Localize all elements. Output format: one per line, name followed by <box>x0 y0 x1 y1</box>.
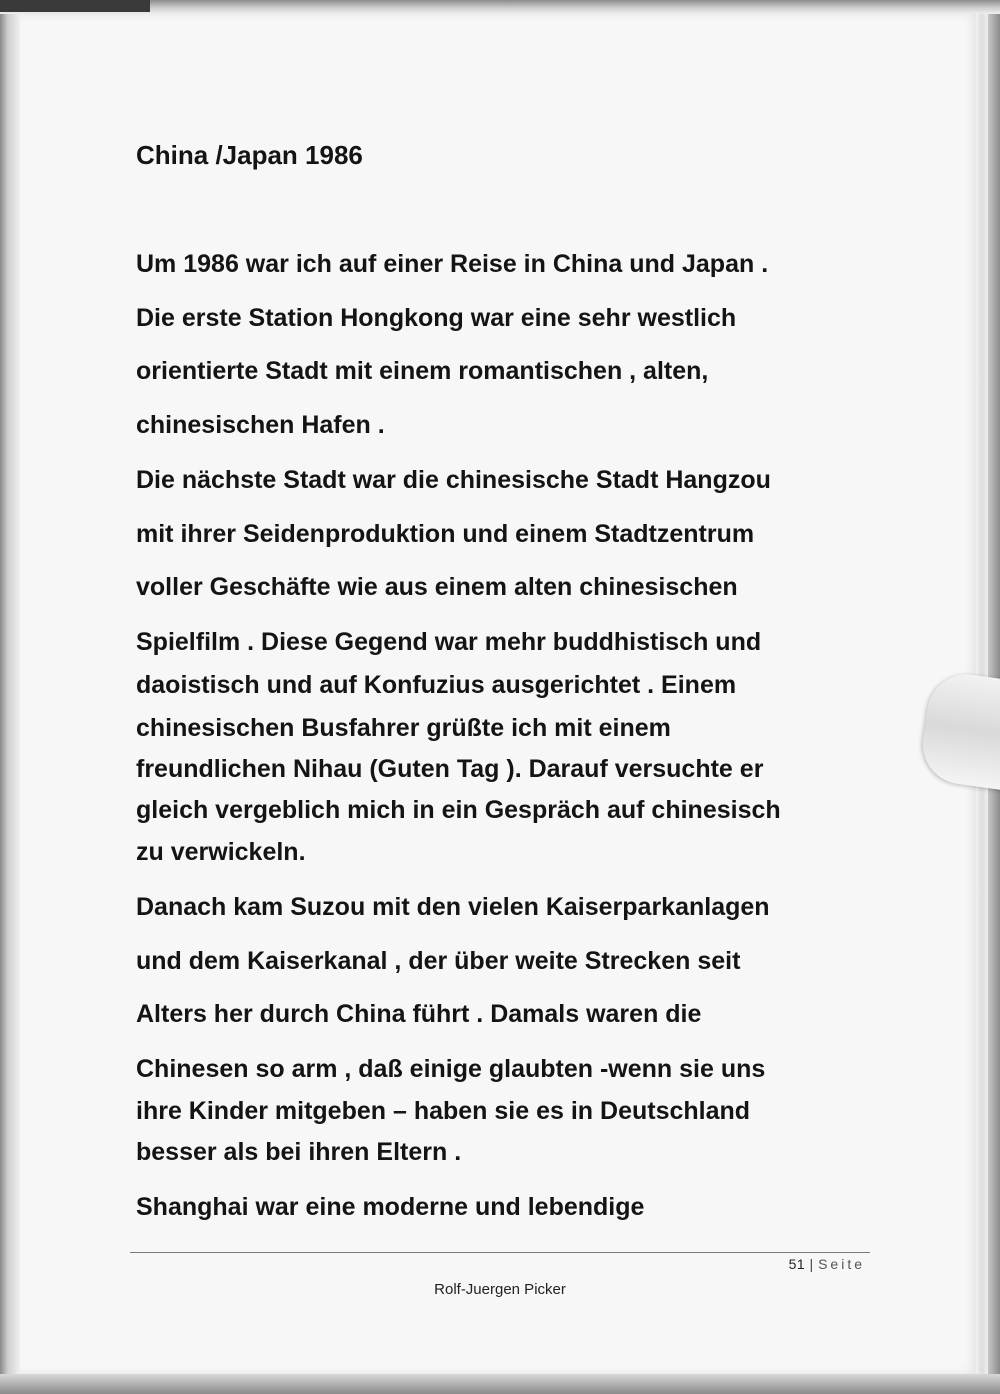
page-word: Seite <box>818 1256 865 1272</box>
text-line: Die nächste Stadt war die chinesische Stadt Hangzou <box>136 466 771 494</box>
text-line: voller Geschäfte wie aus einem alten chinesischen <box>136 573 738 601</box>
text-line: Chinesen so arm , daß einige glaubten -wenn sie uns <box>136 1055 766 1083</box>
text-line: Shanghai war eine moderne und lebendige <box>136 1193 645 1221</box>
scanner-bottom-edge <box>0 1374 1000 1394</box>
scanner-top-edge <box>0 0 1000 14</box>
text-line: ihre Kinder mitgeben – haben sie es in Deutschland <box>136 1097 751 1125</box>
text-line: Alters her durch China führt . Damals waren die <box>136 1000 702 1028</box>
text-line: besser als bei ihren Eltern . <box>136 1138 462 1166</box>
author-name: Rolf-Juergen Picker <box>434 1281 566 1298</box>
page-number-value: 51 <box>788 1256 806 1272</box>
text-line: und dem Kaiserkanal , der über weite Strecken seit <box>136 947 741 975</box>
text-line: Die erste Station Hongkong war eine sehr westlich <box>136 304 737 332</box>
text-line: Um 1986 war ich auf einer Reise in China und Japan . <box>136 250 769 278</box>
text-line: freundlichen Nihau (Guten Tag ). Darauf versuchte er <box>136 755 764 783</box>
text-line: mit ihrer Seidenproduktion und einem Stadtzentrum <box>136 520 755 548</box>
text-line: orientierte Stadt mit einem romantischen , alten, <box>136 357 709 385</box>
page-number-separator: | <box>809 1256 814 1272</box>
text-line: gleich vergeblich mich in ein Gespräch auf chinesisch <box>136 796 781 824</box>
text-line: Danach kam Suzou mit den vielen Kaiserparkanlagen <box>136 893 770 921</box>
text-line: zu verwickeln. <box>136 838 306 866</box>
footer-divider <box>130 1252 870 1253</box>
text-line: chinesischen Hafen . <box>136 411 385 439</box>
page-title: China /Japan 1986 <box>136 140 363 170</box>
text-line: daoistisch und auf Konfuzius ausgerichtet . Einem <box>136 671 737 699</box>
text-line: chinesischen Busfahrer grüßte ich mit einem <box>136 714 671 742</box>
page-number <box>789 1256 865 1272</box>
text-line: Spielfilm . Diese Gegend war mehr buddhistisch und <box>136 628 762 656</box>
